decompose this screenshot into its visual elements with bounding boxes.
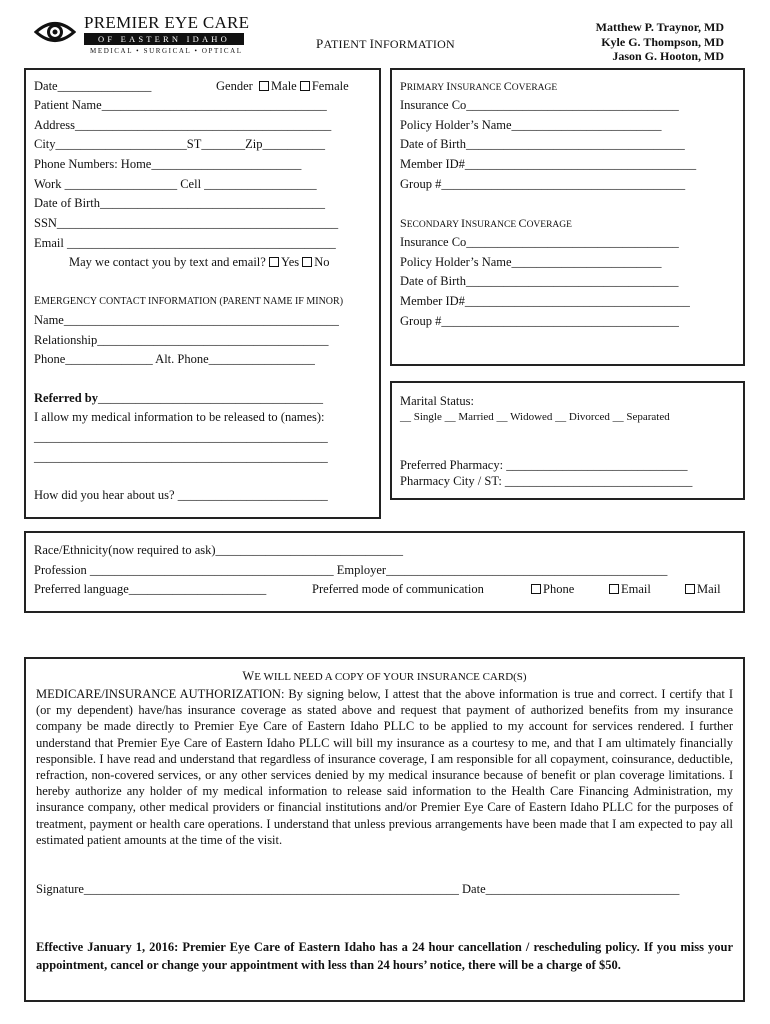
primary-group-field[interactable]: Group #_______________________________________ — [400, 177, 686, 191]
hear-about-us-field[interactable]: How did you hear about us? ________________________ — [34, 488, 328, 502]
authorization-section — [24, 657, 745, 1002]
eye-logo-icon — [34, 19, 76, 45]
yes-label: Yes — [280, 255, 300, 269]
no-label: No — [314, 255, 330, 269]
email-checkbox[interactable] — [609, 584, 619, 594]
contact-question: May we contact you by text and email? — [69, 255, 266, 269]
mail-checkbox[interactable] — [685, 584, 695, 594]
insurance-card-notice: WE WILL NEED A COPY OF YOUR INSURANCE CARD(S) — [242, 669, 527, 683]
preferred-language-field[interactable]: Preferred language______________________ — [34, 582, 267, 596]
secondary-group-field[interactable]: Group #______________________________________ — [400, 314, 679, 328]
secondary-policy-holder-field[interactable]: Policy Holder’s Name________________________ — [400, 255, 662, 269]
phone-checkbox[interactable] — [531, 584, 541, 594]
secondary-insurance-co-field[interactable]: Insurance Co__________________________________ — [400, 235, 679, 249]
referred-by-label: Referred by — [34, 391, 98, 405]
emergency-contact-heading: EMERGENCY CONTACT INFORMATION (PARENT NAME IF MINOR) — [34, 295, 344, 307]
release-names-line[interactable]: _______________________________________________ — [34, 430, 328, 444]
email-field[interactable]: Email ___________________________________________ — [34, 236, 336, 250]
doctor-list — [596, 20, 724, 64]
referred-by-field[interactable]: Referred by____________________________________ — [34, 391, 323, 405]
secondary-insurance-heading: SECONDARY INSURANCE COVERAGE — [400, 216, 572, 230]
logo-name: PREMIER EYE CARE — [84, 13, 250, 32]
date-field[interactable]: Date_______________ — [34, 79, 152, 93]
demographics-section — [24, 531, 745, 613]
comm-mail-option[interactable]: Mail — [685, 582, 721, 597]
primary-insurance-heading: PRIMARY INSURANCE COVERAGE — [400, 79, 558, 93]
cancellation-policy: Effective January 1, 2016: Premier Eye Care of Eastern Idaho has a 24 hour cancellation / rescheduling policy. If you miss your appointment, cancel or change your appointment with less than 24 hours’ notice, there will be a charge of $50. — [36, 940, 733, 972]
communication-mode-label: Preferred mode of communication — [312, 582, 484, 596]
female-label: Female — [311, 79, 349, 93]
patient-name-field[interactable]: Patient Name____________________________________ — [34, 98, 327, 112]
marital-status-options[interactable]: __ Single __ Married __ Widowed __ Divorced __ Separated — [400, 411, 670, 423]
race-ethnicity-field[interactable]: Race/Ethnicity(now required to ask)______________________________ — [34, 543, 404, 557]
clinic-logo — [34, 13, 249, 55]
primary-dob-field[interactable]: Date of Birth___________________________________ — [400, 137, 685, 151]
logo-tagline: MEDICAL • SURGICAL • OPTICAL — [90, 47, 243, 55]
doctor-name: Matthew P. Traynor, MD — [595, 20, 724, 34]
secondary-dob-field[interactable]: Date of Birth__________________________________ — [400, 274, 679, 288]
insurance-section — [390, 68, 745, 366]
release-consent-text: I allow my medical information to be released to (names): — [34, 410, 325, 424]
profession-employer-field[interactable]: Profession _______________________________________ Employer_____________________________________________ — [34, 563, 668, 577]
home-phone-field[interactable]: Phone Numbers: Home________________________ — [34, 157, 302, 171]
authorization-text: MEDICARE/INSURANCE AUTHORIZATION: By signing below, I attest that the above information is true and correct. I certify that I (or my dependent) have/has insurance coverage as stated above and request that payment of authorized benefits from my insurance company be made directly to Premier Eye Care of Eastern Idaho PLLC to be applied to my account for services rendered. I further understand that Premier Eye Care of Eastern Idaho PLLC will bill my insurance as a courtesy to me, and that I am ultimately financially responsible. I have read and understand that regardless of insurance coverage, I am responsible for all copayment, coinsurance, deductible, refraction, non-covered services, or any other services denied by my medical insurance because of benefit or plan coverage limitations. I hereby authorize any holder of my medical information to release said information to the Health Care Financing Administration, my insurance company, other medical providers or financial institutions and/or Premier Eye Care of Eastern Idaho PLLC for the purposes of treatment, payment or health care operations. I understand that unless previous arrangements have been made that I am expected to pay all estimated patient amounts at the time of the visit. — [36, 687, 733, 847]
emergency-phone-field[interactable]: Phone______________ Alt. Phone_________________ — [34, 352, 315, 366]
contact-consent — [69, 255, 330, 270]
emergency-name-field[interactable]: Name____________________________________________ — [34, 313, 339, 327]
doctor-name: Kyle G. Thompson, MD — [601, 34, 724, 49]
female-checkbox[interactable] — [300, 81, 310, 91]
address-field[interactable]: Address_________________________________________ — [34, 118, 332, 132]
preferred-pharmacy-field[interactable]: Preferred Pharmacy: _____________________________ — [400, 458, 688, 472]
ssn-field[interactable]: SSN_____________________________________________ — [34, 216, 339, 230]
no-checkbox[interactable] — [302, 257, 312, 267]
city-state-zip-field[interactable]: City_____________________ST_______Zip__________ — [34, 137, 325, 151]
male-label: Male — [271, 79, 297, 93]
primary-insurance-co-field[interactable]: Insurance Co__________________________________ — [400, 98, 679, 112]
doctor-name: Jason G. Hooton, MD — [612, 49, 724, 63]
yes-checkbox[interactable] — [269, 257, 279, 267]
work-cell-field[interactable]: Work __________________ Cell __________________ — [34, 177, 317, 191]
comm-phone-option[interactable]: Phone — [531, 582, 574, 597]
gender-field — [216, 79, 349, 94]
pharmacy-city-field[interactable]: Pharmacy City / ST: ______________________________ — [400, 474, 693, 488]
relationship-field[interactable]: Relationship_____________________________________ — [34, 333, 329, 347]
secondary-member-id-field[interactable]: Member ID#____________________________________ — [400, 294, 690, 308]
primary-policy-holder-field[interactable]: Policy Holder’s Name________________________ — [400, 118, 662, 132]
signature-date-field[interactable]: Signature____________________________________________________________ Date_______________________________ — [36, 882, 680, 896]
patient-info-section — [24, 68, 381, 519]
page-title: PATIENT INFORMATION — [316, 36, 455, 51]
gender-label: Gender — [216, 79, 253, 93]
logo-subtitle-bar: OF EASTERN IDAHO — [84, 33, 244, 45]
marital-status-label: Marital Status: — [400, 394, 474, 408]
release-names-line[interactable]: _______________________________________________ — [34, 450, 328, 464]
male-checkbox[interactable] — [259, 81, 269, 91]
comm-email-option[interactable]: Email — [609, 582, 651, 597]
dob-field[interactable]: Date of Birth____________________________________ — [34, 196, 325, 210]
marital-pharmacy-section — [390, 381, 745, 500]
primary-member-id-field[interactable]: Member ID#_____________________________________ — [400, 157, 697, 171]
